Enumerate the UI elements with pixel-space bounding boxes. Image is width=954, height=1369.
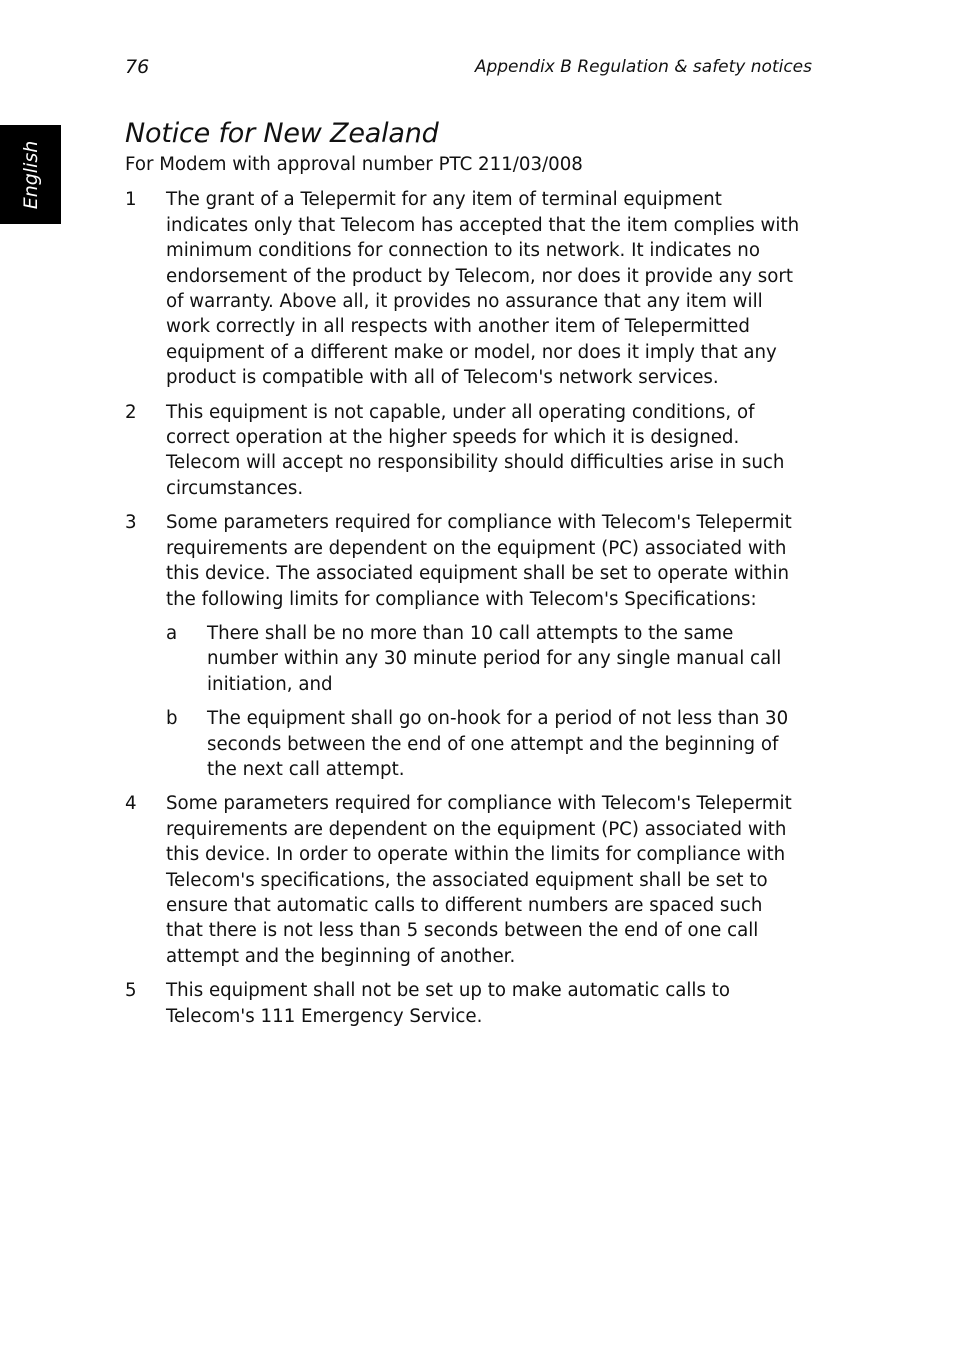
section-subtitle: For Modem with approval number PTC 211/03/008	[125, 154, 583, 175]
sub-list-item-letter: a	[166, 622, 178, 644]
running-header: Appendix B Regulation & safety notices	[474, 57, 812, 77]
list-item	[125, 400, 805, 502]
list-item-number: 3	[125, 512, 137, 534]
list-item-text: Some parameters required for compliance with Telecom's Telepermit requirements are dependent on the equipment (PC) associated with this device. The associated equipment shall be set to operate within the following limits for compliance with Telecom's Specifications:	[166, 512, 792, 610]
section-title: Notice for New Zealand	[125, 118, 439, 149]
sub-list-item-text: The equipment shall go on-hook for a period of not less than 30 seconds between the end of one attempt and the beginning of the next call attempt.	[207, 708, 789, 780]
list-item	[125, 791, 805, 969]
page-number: 76	[125, 56, 150, 78]
list-item	[125, 510, 805, 782]
language-tab	[0, 125, 61, 224]
sub-list-item	[166, 621, 805, 697]
list-item-number: 4	[125, 793, 137, 815]
sub-list-item-text: There shall be no more than 10 call attempts to the same number within any 30 minute period for any single manual call initiation, and	[207, 622, 782, 695]
section-content	[125, 116, 805, 1038]
list-item-text: The grant of a Telepermit for any item of terminal equipment indicates only that Telecom has accepted that the item complies with minimum conditions for connection to its network. It indicates no endorsement of the product by Telecom, nor does it provide any sort of warranty. Above all, it provides no assurance that any item will work correctly in all respects with another item of Telepermitted equipment of a different make or model, nor does it imply that any product is compatible with all of Telecom's network services.	[166, 189, 800, 389]
list-item-text: Some parameters required for compliance with Telecom's Telepermit requirements are dependent on the equipment (PC) associated with this device. In order to operate within the limits for compliance with Telecom's specifications, the associated equipment shall be set to ensure that automatic calls to different numbers are spaced such that there is not less than 5 seconds between the end of one call attempt and the beginning of another.	[166, 793, 792, 967]
list-item-number: 2	[125, 401, 137, 423]
list-item-text: This equipment is not capable, under all operating conditions, of correct operation at the higher speeds for which it is designed. Telecom will accept no responsibility should difficulties arise in such circumstances.	[166, 401, 785, 499]
list-item-text: This equipment shall not be set up to make automatic calls to Telecom's 111 Emergency Service.	[166, 980, 730, 1027]
list-item	[125, 187, 805, 390]
language-tab-label: English	[19, 140, 42, 209]
sub-list-item	[166, 706, 805, 782]
sub-list-item-letter: b	[166, 708, 178, 730]
list-item	[125, 978, 805, 1029]
list-item-number: 5	[125, 980, 137, 1002]
list-item-number: 1	[125, 189, 137, 211]
